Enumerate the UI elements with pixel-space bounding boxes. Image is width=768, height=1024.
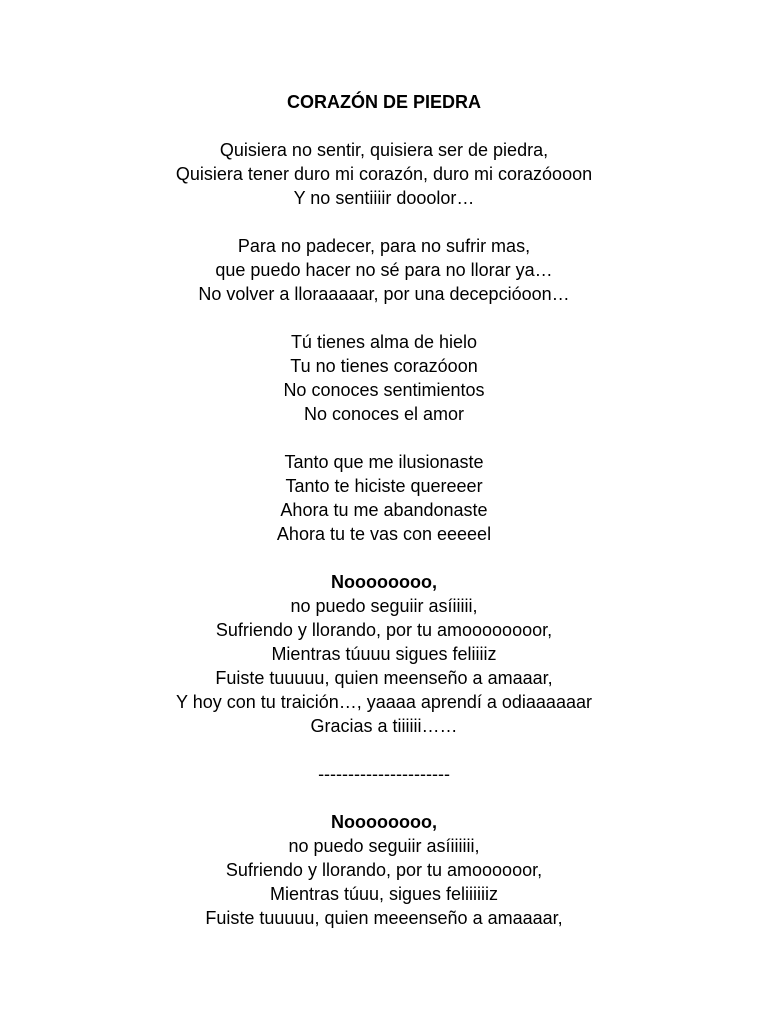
lyric-line: Sufriendo y llorando, por tu amoooooooor, <box>215 620 553 640</box>
stanza-2 <box>0 234 768 306</box>
lyric-line: Y no sentiiiir dooolor… <box>293 188 475 208</box>
lyric-line: que puedo hacer no sé para no llorar ya… <box>215 260 553 280</box>
lyric-line: Fuiste tuuuuu, quien meenseño a amaaar, <box>215 668 553 688</box>
lyric-line: Tanto que me ilusionaste <box>284 452 484 472</box>
lyric-line: Ahora tu me abandonaste <box>280 500 488 520</box>
lyric-line: Ahora tu te vas con eeeeel <box>276 524 492 544</box>
lyric-line: Gracias a tiiiiii…… <box>310 716 458 736</box>
lyric-line: Para no padecer, para no sufrir mas, <box>237 236 531 256</box>
lyric-line: Quisiera no sentir, quisiera ser de piedra, <box>219 140 549 160</box>
stanza-3 <box>0 330 768 426</box>
chorus-heading: Noooooooo, <box>331 812 437 832</box>
lyric-line: No conoces sentimientos <box>283 380 485 400</box>
lyric-line: Mientras túuu, sigues feliiiiiiz <box>269 884 499 904</box>
song-title: CORAZÓN DE PIEDRA <box>286 92 481 112</box>
lyric-line: Tanto te hiciste quereeer <box>285 476 483 496</box>
lyric-line: no puedo seguiir asíiiiii, <box>290 596 478 616</box>
stanza-4 <box>0 450 768 546</box>
chorus-heading: Noooooooo, <box>331 572 437 592</box>
lyric-line: Y hoy con tu traición…, yaaaa aprendí a odiaaaaaar <box>176 692 592 712</box>
lyric-line: no puedo seguiir asíiiiiii, <box>288 836 480 856</box>
lyric-line: No volver a lloraaaaar, por una decepcióoon… <box>198 284 570 304</box>
lyric-line: Tu no tienes corazóoon <box>290 356 478 376</box>
chorus-1 <box>0 570 768 738</box>
lyrics-content <box>0 90 768 954</box>
lyric-line: Quisiera tener duro mi corazón, duro mi corazóooon <box>175 164 593 184</box>
lyric-line: Sufriendo y llorando, por tu amoooooor, <box>225 860 543 880</box>
section-separator: ---------------------- <box>318 764 450 784</box>
lyric-line: Tú tienes alma de hielo <box>290 332 478 352</box>
lyric-line: Mientras túuuu sigues feliiiiz <box>271 644 497 664</box>
stanza-1 <box>0 138 768 210</box>
lyric-line: Fuiste tuuuuu, quien meeenseño a amaaaar, <box>205 908 563 928</box>
chorus-2 <box>0 810 768 930</box>
lyric-line: No conoces el amor <box>303 404 465 424</box>
